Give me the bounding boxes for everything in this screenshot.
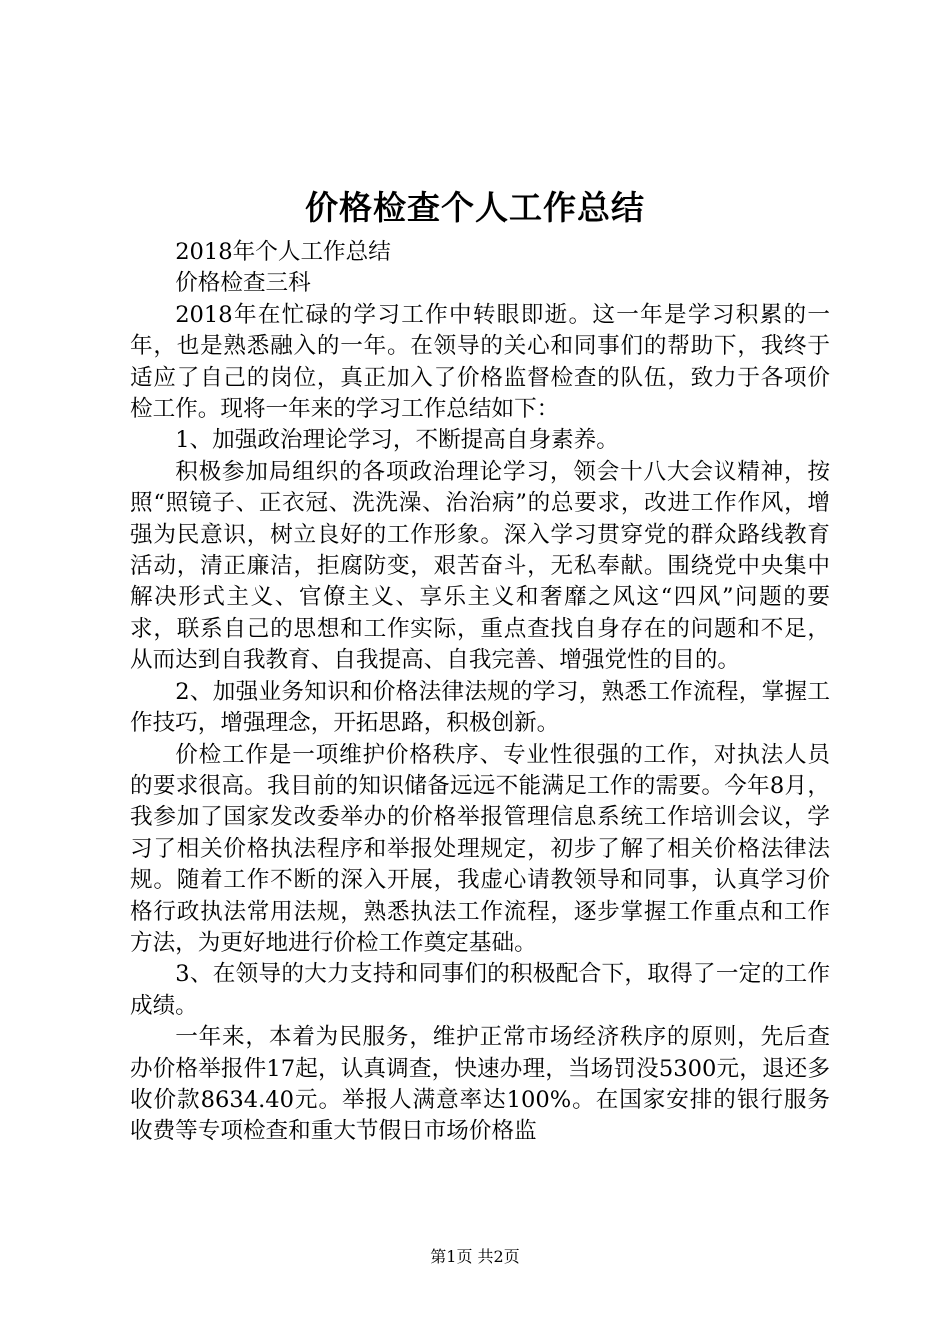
subtitle-year-summary: 2018年个人工作总结 [175, 239, 391, 265]
page-number-footer: 第1页 共2页 [430, 1247, 520, 1266]
section-body-3: 一年来，本着为民服务，维护正常市场经济秩序的原则，先后查办价格举报件17起，认真调查，快速办理，当场罚没5300元，退还多收价款8634.40元。举报人满意率达100%。在国家安排的银行服务收费等专项检查和重大节假日市场价格监 [130, 1024, 830, 1145]
section-heading-2: 2、加强业务知识和价格法律法规的学习，熟悉工作流程，掌握工作技巧，增强理念，开拓思路，积极创新。 [130, 678, 830, 737]
section-body-2: 价检工作是一项维护价格秩序、专业性很强的工作，对执法人员的要求很高。我目前的知识储备远远不能满足工作的需要。今年8月，我参加了国家发改委举办的价格举报管理信息系统工作培训会议，学习了相关价格执法程序和举报处理规定，初步了解了相关价格法律法规。随着工作不断的深入开展，我虚心请教领导和同事，认真学习价格行政执法常用法规，熟悉执法工作流程，逐步掌握工作重点和工作方法，为更好地进行价检工作奠定基础。 [130, 741, 830, 956]
document-body [130, 237, 830, 1148]
document-title: 价格检查个人工作总结 [305, 188, 645, 227]
section-heading-1: 1、加强政治理论学习，不断提高自身素养。 [175, 427, 619, 454]
subtitle-department: 价格检查三科 [175, 270, 311, 297]
intro-paragraph: 2018年在忙碌的学习工作中转眼即逝。这一年是学习积累的一年，也是熟悉融入的一年。在领导的关心和同事们的帮助下，我终于适应了自己的岗位，真正加入了价格监督检查的队伍，致力于各项价检工作。现将一年来的学习工作总结如下： [130, 301, 830, 423]
section-heading-3: 3、在领导的大力支持和同事们的积极配合下，取得了一定的工作成绩。 [130, 961, 830, 1019]
section-body-1: 积极参加局组织的各项政治理论学习，领会十八大会议精神，按照“照镜子、正衣冠、洗洗澡、治治病”的总要求，改进工作作风，增强为民意识，树立良好的工作形象。深入学习贯穿党的群众路线教育活动，清正廉洁，拒腐防变，艰苦奋斗，无私奉献。围绕党中央集中解决形式主义、官僚主义、享乐主义和奢靡之风这“四风”问题的要求，联系自己的思想和工作实际，重点查找自身存在的问题和不足，从而达到自我教育、自我提高、自我完善、增强党性的目的。 [130, 458, 830, 674]
